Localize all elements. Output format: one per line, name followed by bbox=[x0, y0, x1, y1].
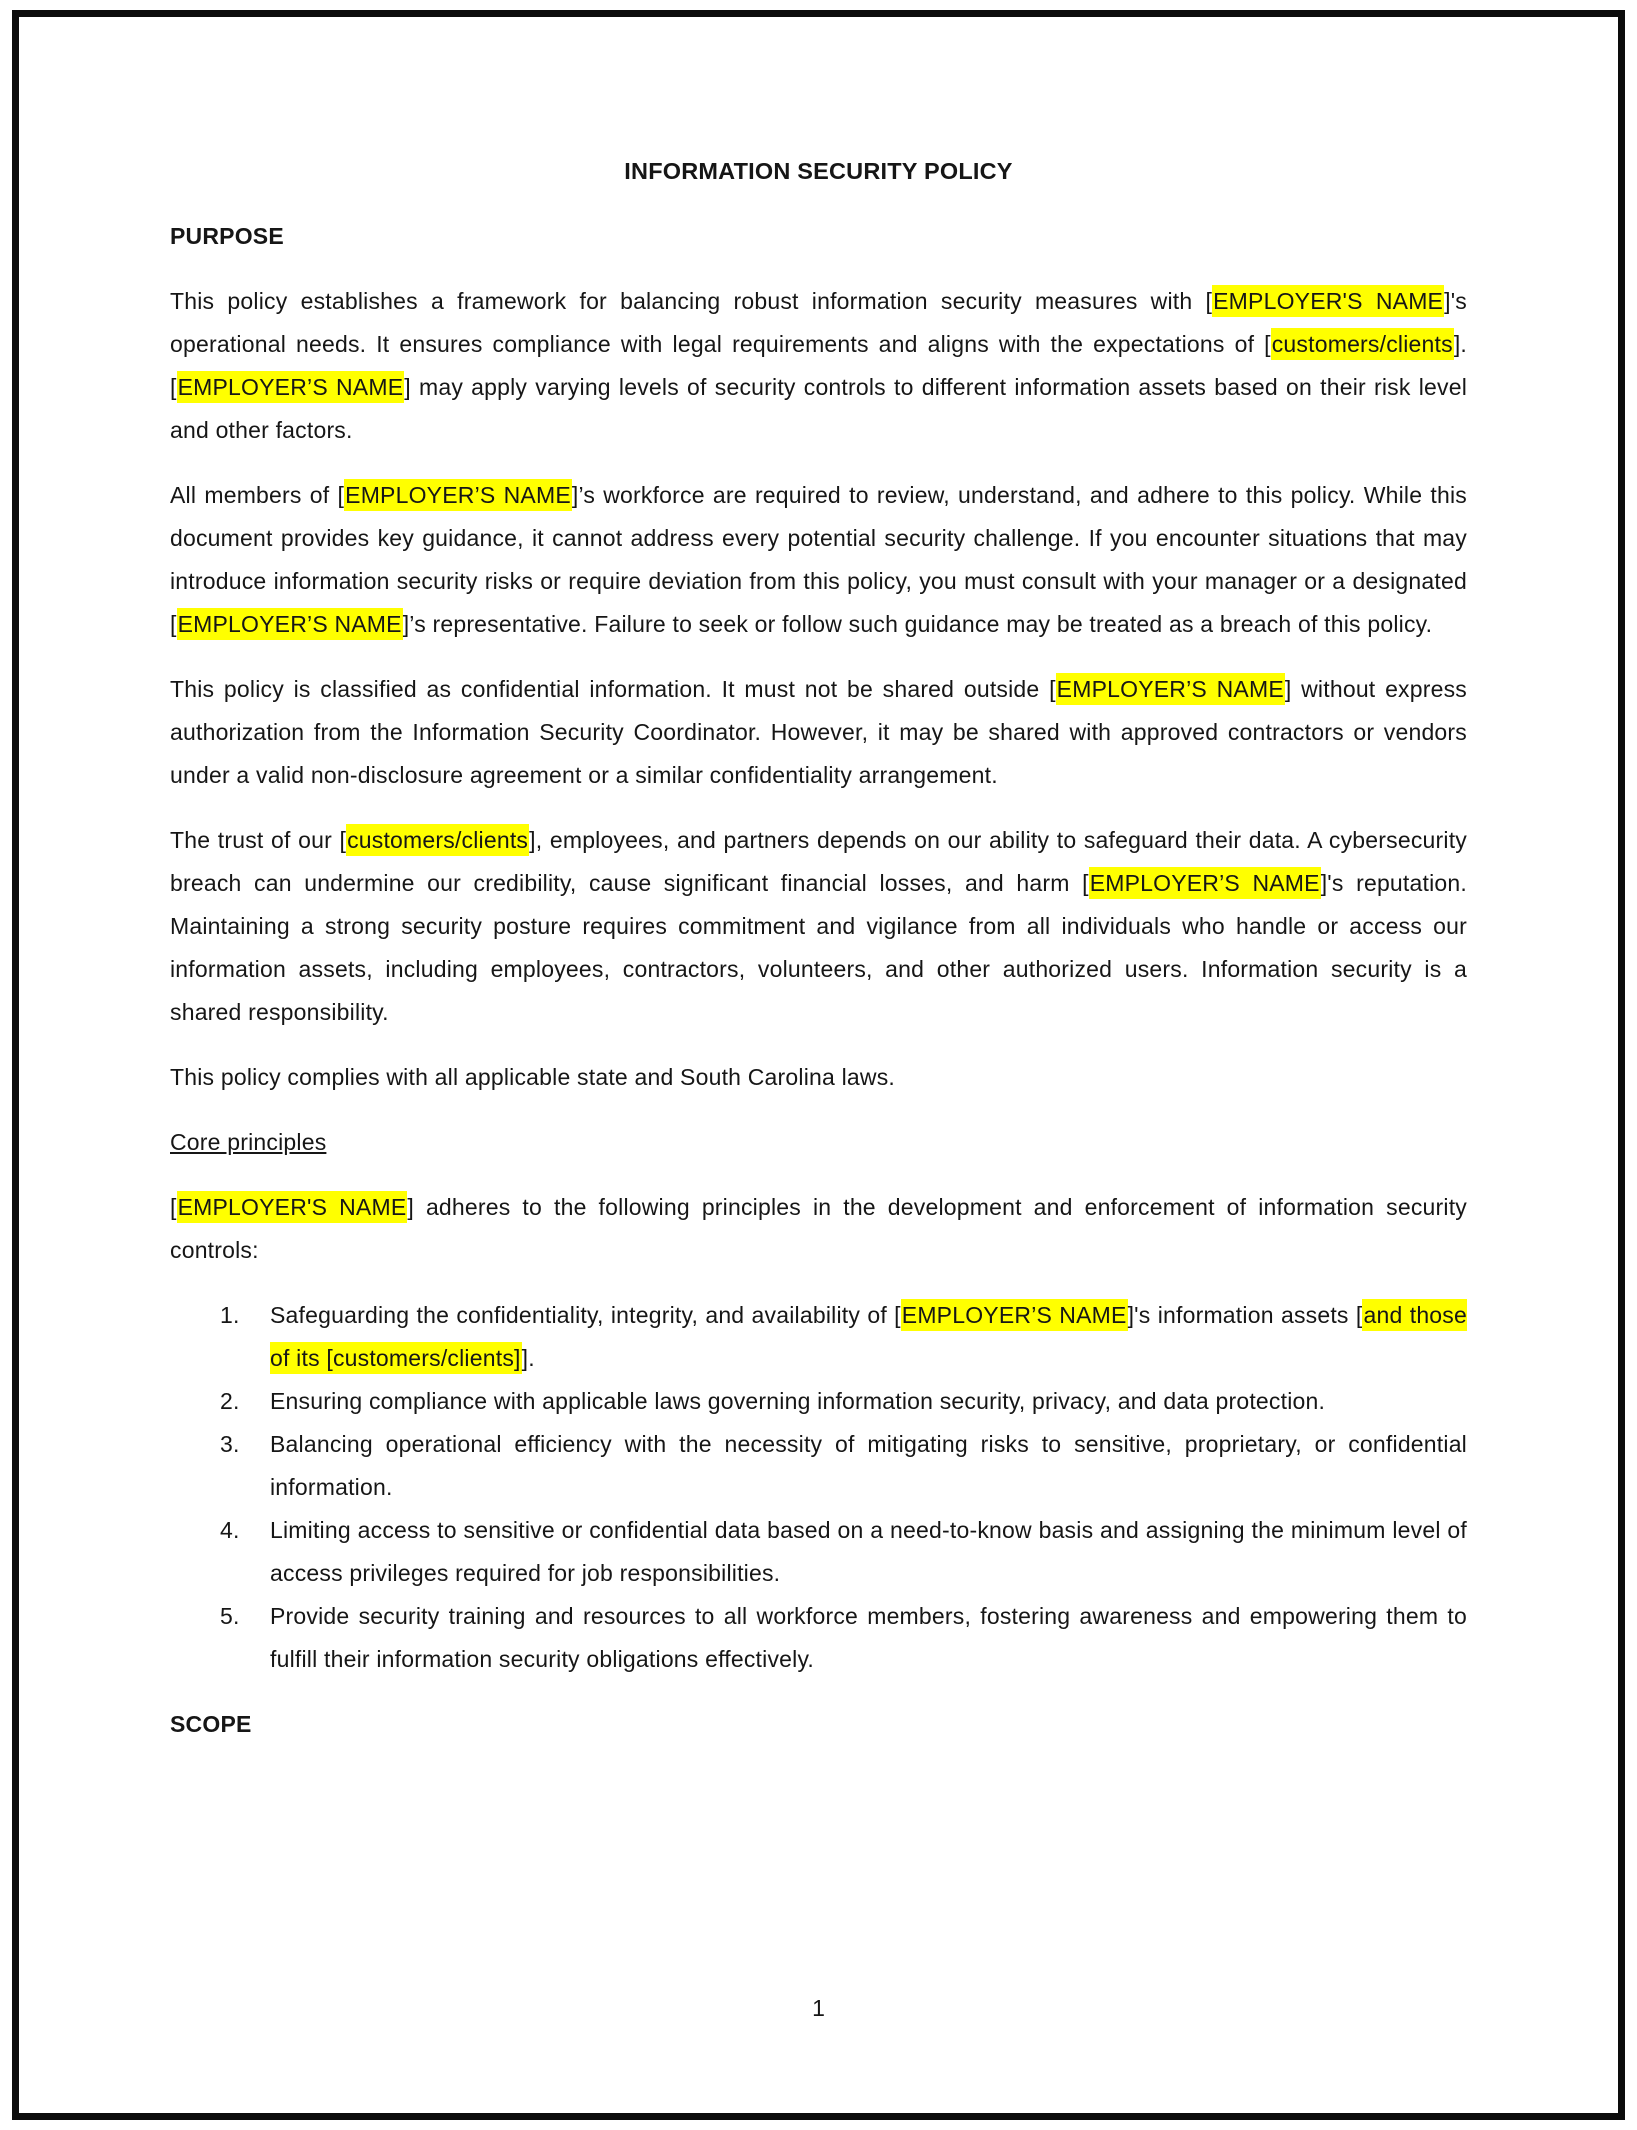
text-run: Provide security training and resources to all workforce members, fostering awareness and empowering them to fulfill their information security obligations effectively. bbox=[270, 1603, 1467, 1672]
section-heading-scope: SCOPE bbox=[170, 1711, 252, 1737]
paragraph-3 bbox=[170, 668, 1467, 797]
highlighted-placeholder: EMPLOYER’S NAME bbox=[1056, 673, 1285, 705]
text-run: Balancing operational efficiency with the necessity of mitigating risks to sensitive, proprietary, or confidential information. bbox=[270, 1431, 1467, 1500]
document-content bbox=[170, 150, 1467, 1768]
paragraph-2 bbox=[170, 474, 1467, 646]
highlighted-placeholder: EMPLOYER’S NAME bbox=[1089, 867, 1321, 899]
paragraph-5 bbox=[170, 1056, 1467, 1099]
list-item-text bbox=[270, 1509, 1467, 1595]
highlighted-placeholder: EMPLOYER’S NAME bbox=[901, 1299, 1128, 1331]
text-run: ], employees, and partners depends on our ability to safeguard their data. A cybersecurity breach can undermine our credibility, cause significant financial losses, and harm [ bbox=[170, 827, 1467, 896]
paragraph-6 bbox=[170, 1186, 1467, 1272]
text-run: ]'s reputation. Maintaining a strong security posture requires commitment and vigilance from all individuals who handle or access our information assets, including employees, contractors, volunteers, and other authorized users. Information security is a shared responsibility. bbox=[170, 870, 1467, 1025]
text-run: ] adheres to the following principles in the development and enforcement of information security controls: bbox=[170, 1194, 1467, 1263]
list-item-number: 5. bbox=[220, 1603, 240, 1629]
paragraph-1 bbox=[170, 280, 1467, 452]
list-item-text bbox=[270, 1294, 1467, 1380]
text-run: ]’s workforce are required to review, understand, and adhere to this policy. While this document provides key guidance, it cannot address every potential security challenge. If you encounter situations that may introduce information security risks or require deviation from this policy, you must consult with your manager or a designated [ bbox=[170, 482, 1468, 637]
numbered-list bbox=[170, 1294, 1467, 1681]
text-run: All members of [ bbox=[170, 482, 345, 508]
highlighted-placeholder: EMPLOYER'S NAME bbox=[1212, 285, 1444, 317]
text-run: ]’s representative. Failure to seek or follow such guidance may be treated as a breach of this policy. bbox=[402, 611, 1433, 637]
text-run: ] may apply varying levels of security controls to different information assets based on their risk level and other factors. bbox=[170, 374, 1468, 443]
list-item-1 bbox=[170, 1294, 1467, 1380]
text-run: ]. [ bbox=[170, 331, 1467, 400]
list-item-text bbox=[270, 1380, 1467, 1423]
highlighted-placeholder: EMPLOYER’S NAME bbox=[344, 479, 572, 511]
section-heading-purpose: PURPOSE bbox=[170, 223, 284, 249]
highlighted-placeholder: customers/clients bbox=[346, 824, 529, 856]
list-item-number: 3. bbox=[220, 1431, 240, 1457]
list-item-text bbox=[270, 1595, 1467, 1681]
list-item-4 bbox=[170, 1509, 1467, 1595]
highlighted-placeholder: EMPLOYER’S NAME bbox=[177, 608, 403, 640]
list-item-number: 2. bbox=[220, 1388, 240, 1414]
text-run: ] without express authorization from the Information Security Coordinator. However, it may be shared with approved contractors or vendors under a valid non-disclosure agreement or a similar confidentiality arrangement. bbox=[170, 676, 1468, 788]
list-item-text bbox=[270, 1423, 1467, 1509]
text-run: Ensuring compliance with applicable laws governing information security, privacy, and data protection. bbox=[270, 1388, 1326, 1414]
list-item-number: 4. bbox=[220, 1517, 240, 1543]
subsection-heading-core-principles bbox=[170, 1121, 1467, 1164]
list-item-2 bbox=[170, 1380, 1467, 1423]
text-run: This policy is classified as confidential information. It must not be shared outside [ bbox=[170, 676, 1056, 702]
document-title: INFORMATION SECURITY POLICY bbox=[624, 158, 1013, 184]
highlighted-placeholder: customers/clients bbox=[1271, 328, 1454, 360]
paragraph-4 bbox=[170, 819, 1467, 1034]
text-run: ]. bbox=[521, 1345, 535, 1371]
list-item-5 bbox=[170, 1595, 1467, 1681]
highlighted-placeholder: EMPLOYER'S NAME bbox=[177, 1191, 408, 1223]
text-run: Safeguarding the confidentiality, integrity, and availability of [ bbox=[270, 1302, 901, 1328]
text-run: This policy establishes a framework for balancing robust information security measures with [ bbox=[170, 288, 1213, 314]
text-run: Limiting access to sensitive or confidential data based on a need-to-know basis and assigning the minimum level of access privileges required for job responsibilities. bbox=[270, 1517, 1467, 1586]
text-run: ]'s information assets [ bbox=[1127, 1302, 1363, 1328]
text-run: ]'s operational needs. It ensures compliance with legal requirements and aligns with the expectations of [ bbox=[170, 288, 1467, 357]
text-run: This policy complies with all applicable state and South Carolina laws. bbox=[170, 1064, 895, 1090]
list-item-number: 1. bbox=[220, 1302, 240, 1328]
list-item-3 bbox=[170, 1423, 1467, 1509]
highlighted-placeholder: and those of its [customers/clients] bbox=[270, 1299, 1467, 1374]
text-run: [ bbox=[170, 1194, 177, 1220]
page-number: 1 bbox=[812, 1995, 825, 2021]
core-principles-label: Core principles bbox=[170, 1129, 327, 1155]
text-run: The trust of our [ bbox=[170, 827, 347, 853]
highlighted-placeholder: EMPLOYER’S NAME bbox=[177, 371, 405, 403]
